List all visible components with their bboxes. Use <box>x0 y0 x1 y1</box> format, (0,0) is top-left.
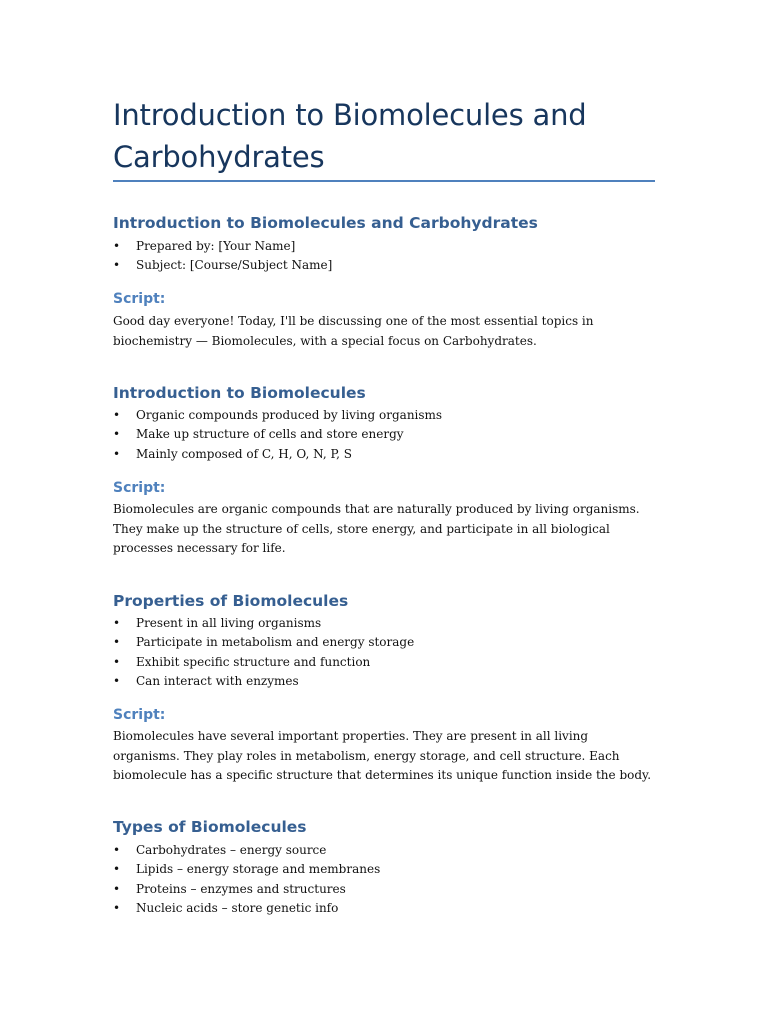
list-item: • Present in all living organisms <box>113 614 658 633</box>
title-divider <box>113 180 655 182</box>
section-heading-1 <box>113 213 658 233</box>
script-text-3 <box>113 727 658 786</box>
script-label: Script: <box>113 480 166 496</box>
document-title: Introduction to Biomolecules and Carbohydrates <box>113 98 587 174</box>
bullet-icon: • <box>113 635 121 650</box>
script-label-1 <box>113 290 658 308</box>
list-item: • Participate in metabolism and energy storage <box>113 633 658 652</box>
bullet-icon: • <box>113 881 121 896</box>
list-item: • Carbohydrates – energy source <box>113 841 658 860</box>
list-item: • Exhibit specific structure and function <box>113 653 658 672</box>
list-item: • Subject: [Course/Subject Name] <box>113 256 658 275</box>
bullet-icon: • <box>113 616 121 630</box>
section-heading: Properties of Biomolecules <box>113 592 349 610</box>
bullet-icon: • <box>113 427 121 442</box>
bullet-icon: • <box>113 258 121 273</box>
list-item: • Proteins – enzymes and structures <box>113 880 658 899</box>
bullet-icon: • <box>113 900 121 915</box>
section-heading-2 <box>113 383 658 403</box>
list-item: • Nucleic acids – store genetic info <box>113 899 658 918</box>
script-paragraph: Biomolecules are organic compounds that are naturally produced by living organisms. They make up the structure of cells, store energy, and participate in all biological processes necessary for life. <box>113 502 640 555</box>
section-heading-3 <box>113 591 658 611</box>
bullet-list-4 <box>113 841 658 918</box>
bullet-icon: • <box>113 239 121 253</box>
list-item: • Prepared by: [Your Name] <box>113 237 658 256</box>
script-label-3 <box>113 706 658 724</box>
section-heading-4 <box>113 817 658 837</box>
bullet-icon: • <box>113 673 121 688</box>
bullet-list-3 <box>113 614 658 691</box>
section-heading: Introduction to Biomolecules <box>113 384 366 402</box>
script-label-2 <box>113 479 658 497</box>
list-item: • Mainly composed of C, H, O, N, P, S <box>113 445 658 464</box>
script-label: Script: <box>113 707 166 723</box>
section-heading: Types of Biomolecules <box>113 818 307 836</box>
bullet-icon: • <box>113 843 121 857</box>
section-heading: Introduction to Biomolecules and Carbohydrates <box>113 214 538 232</box>
bullet-icon: • <box>113 654 121 669</box>
script-text-2 <box>113 500 658 559</box>
bullet-icon: • <box>113 408 121 422</box>
script-text-1 <box>113 312 658 351</box>
bullet-icon: • <box>113 862 121 877</box>
script-paragraph: Biomolecules have several important properties. They are present in all living organisms. They play roles in metabolism, energy storage, and cell structure. Each biomolecule has a specific structure that determines its unique function inside the body. <box>113 729 652 782</box>
list-item: • Can interact with enzymes <box>113 672 658 691</box>
bullet-list-1 <box>113 237 658 276</box>
list-item: • Organic compounds produced by living organisms <box>113 406 658 425</box>
list-item: • Make up structure of cells and store energy <box>113 425 658 444</box>
bullet-icon: • <box>113 446 121 461</box>
list-item: • Lipids – energy storage and membranes <box>113 860 658 879</box>
bullet-list-2 <box>113 406 658 464</box>
script-label: Script: <box>113 291 166 307</box>
script-paragraph: Good day everyone! Today, I'll be discussing one of the most essential topics in biochemistry — Biomolecules, with a special focus on Carbohydrates. <box>113 314 594 348</box>
